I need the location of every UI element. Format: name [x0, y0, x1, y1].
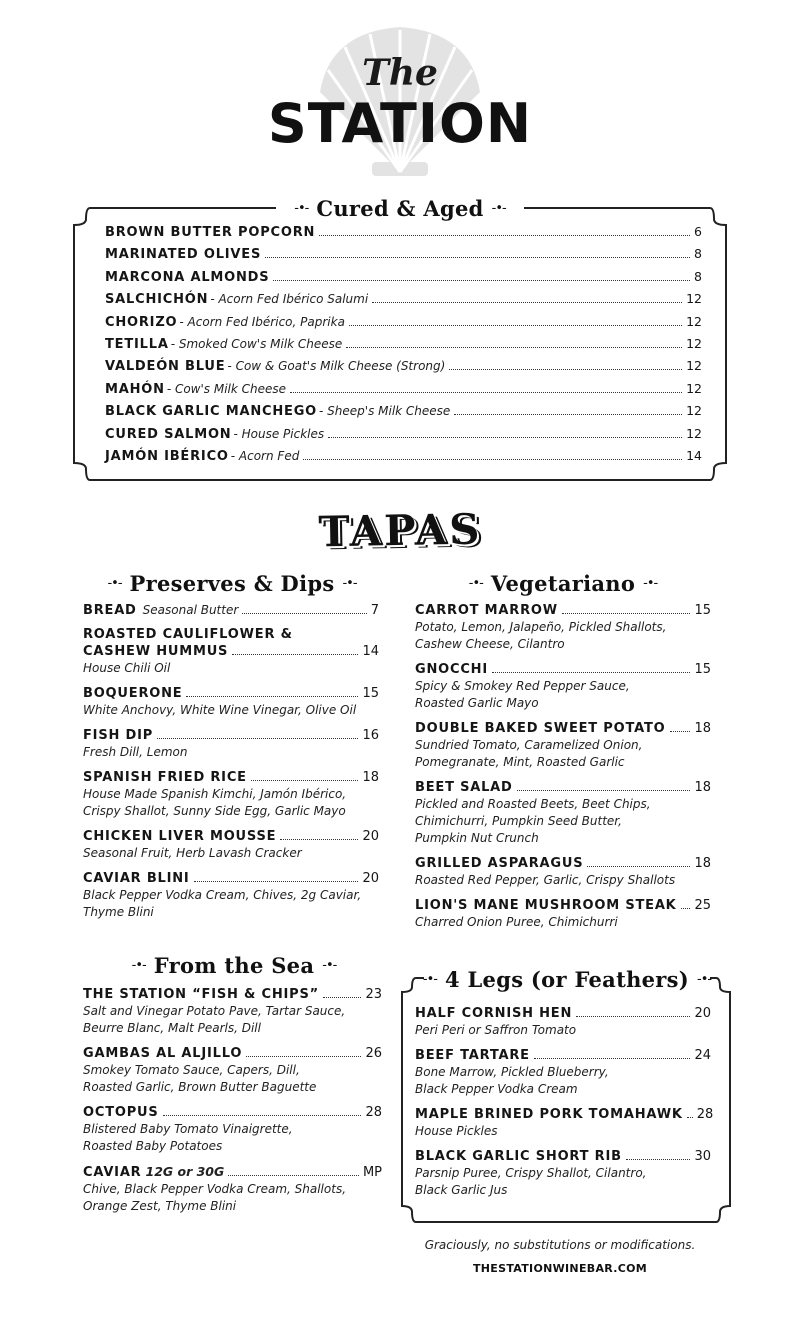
menu-item	[83, 1163, 382, 1215]
item-price: 8	[694, 268, 702, 284]
item-description: Roasted Red Pepper, Garlic, Crispy Shallots	[415, 873, 676, 887]
item-price: 12	[686, 403, 702, 419]
menu-item	[105, 291, 702, 313]
menu-item	[83, 870, 379, 921]
item-price: 12	[686, 335, 702, 351]
menu-item	[83, 828, 379, 862]
item-name: BLACK GARLIC MANCHEGO	[105, 404, 318, 420]
dot-leader	[186, 696, 358, 697]
dot-leader	[517, 790, 691, 791]
item-description: Seasonal Fruit, Herb Lavash Cracker	[83, 846, 302, 860]
item-description: Black Pepper Vodka Cream	[415, 1082, 578, 1096]
item-description: Bone Marrow, Pickled Blueberry,	[415, 1065, 609, 1079]
menu-item	[415, 661, 711, 712]
item-price: 16	[362, 728, 379, 743]
item-name: LION'S MANE MUSHROOM STEAK	[415, 898, 677, 913]
item-price: 15	[362, 686, 379, 701]
item-price: 15	[694, 603, 711, 618]
menu-item	[83, 1045, 382, 1096]
item-name: CASHEW HUMMUS	[83, 644, 229, 659]
item-price: 24	[694, 1048, 711, 1063]
dot-leader	[454, 414, 682, 415]
dot-leader	[232, 654, 358, 655]
dot-leader	[265, 257, 690, 258]
menu-item	[415, 855, 711, 889]
item-price: 20	[362, 871, 379, 886]
item-name: BEEF TARTARE	[415, 1048, 530, 1063]
legs-list	[415, 1005, 714, 1207]
item-price: 14	[686, 447, 702, 463]
menu-item	[105, 403, 702, 425]
dot-leader	[372, 302, 682, 303]
item-price: MP	[362, 1165, 382, 1180]
item-price: 18	[694, 780, 711, 795]
vegetariano-heading	[416, 568, 710, 598]
footer-note: Graciously, no substitutions or modifications.	[424, 1238, 696, 1252]
item-name: CAVIAR	[83, 1165, 142, 1180]
item-price: 28	[365, 1105, 382, 1120]
item-price: 12	[686, 291, 702, 307]
ornament-right-icon: -•-	[491, 200, 506, 216]
item-description: Blistered Baby Tomato Vinaigrette,	[83, 1122, 293, 1136]
sea-title: From the Sea	[153, 952, 315, 978]
preserves-heading	[82, 568, 382, 598]
dot-leader	[449, 369, 682, 370]
menu-item	[415, 1106, 714, 1140]
item-price: 12	[686, 425, 702, 441]
menu-item	[83, 727, 379, 761]
dot-leader	[290, 392, 682, 393]
menu-item	[105, 269, 702, 291]
item-name: BREAD	[83, 603, 137, 618]
item-name: MARINATED OLIVES	[105, 247, 262, 263]
item-name: BROWN BUTTER POPCORN	[105, 225, 316, 240]
dot-leader	[681, 908, 691, 909]
item-price: 12	[686, 380, 702, 396]
dot-leader	[346, 347, 682, 348]
menu-item	[415, 897, 711, 931]
item-description: Chive, Black Pepper Vodka Cream, Shallots,	[83, 1182, 347, 1196]
item-name: MAPLE BRINED PORK TOMAHAWK	[415, 1107, 683, 1122]
preserves-title: Preserves & Dips	[129, 570, 335, 596]
item-description: Crispy Shallot, Sunny Side Egg, Garlic Mayo	[83, 804, 346, 818]
item-name: BOQUERONE	[83, 686, 183, 701]
cured-heading	[276, 193, 524, 223]
item-description: - House Pickles	[233, 426, 325, 441]
item-description: Seasonal Butter	[142, 603, 239, 617]
dot-leader	[328, 437, 682, 438]
item-description: - Acorn Fed Ibérico, Paprika	[179, 314, 345, 329]
dot-leader	[319, 235, 690, 236]
item-name: GNOCCHI	[415, 662, 488, 677]
item-name: SPANISH FRIED RICE	[83, 770, 247, 785]
website-link[interactable]: THESTATIONWINEBAR.COM	[473, 1262, 647, 1275]
item-description: House Chili Oil	[83, 661, 171, 675]
menu-item	[415, 720, 711, 771]
ornament-left-icon: -•-	[131, 957, 146, 973]
dot-leader	[562, 613, 691, 614]
item-name: CAVIAR BLINI	[83, 871, 190, 886]
item-description: Roasted Baby Potatoes	[83, 1139, 223, 1153]
item-price: 23	[365, 987, 382, 1002]
item-price: 20	[362, 829, 379, 844]
menu-item	[415, 1047, 711, 1098]
cured-list	[105, 224, 702, 470]
item-name: ROASTED CAULIFLOWER &	[83, 627, 293, 642]
item-name: GRILLED ASPARAGUS	[415, 856, 584, 871]
dot-leader	[228, 1175, 359, 1176]
menu-item	[105, 358, 702, 380]
item-name: HALF CORNISH HEN	[415, 1006, 573, 1021]
menu-item	[83, 769, 379, 820]
item-description: Roasted Garlic Mayo	[415, 696, 539, 710]
item-description: Smokey Tomato Sauce, Capers, Dill,	[83, 1063, 300, 1077]
item-description: Roasted Garlic, Brown Butter Baguette	[83, 1080, 317, 1094]
dot-leader	[242, 613, 366, 614]
item-name: CHICKEN LIVER MOUSSE	[83, 829, 277, 844]
brand-name: STATION	[267, 92, 533, 155]
dot-leader	[587, 866, 690, 867]
menu-item	[105, 426, 702, 448]
item-price: 26	[365, 1046, 382, 1061]
menu-item	[83, 602, 379, 619]
item-name: BEET SALAD	[415, 780, 513, 795]
item-name: OCTOPUS	[83, 1105, 159, 1120]
item-name: SALCHICHÓN	[105, 292, 209, 308]
item-description: House Pickles	[415, 1124, 498, 1138]
dot-leader	[323, 997, 361, 998]
item-name: GAMBAS AL ALJILLO	[83, 1046, 243, 1061]
dot-leader	[534, 1058, 691, 1059]
item-price: 18	[694, 721, 711, 736]
item-description: - Cow & Goat's Milk Cheese (Strong)	[227, 359, 446, 374]
dot-leader	[157, 738, 358, 739]
item-description: Spicy & Smokey Red Pepper Sauce,	[415, 679, 630, 693]
item-name: BLACK GARLIC SHORT RIB	[415, 1149, 622, 1164]
preserves-list	[83, 602, 379, 929]
menu-item	[83, 1104, 382, 1155]
item-size: 12G or 30G	[145, 1164, 225, 1179]
ornament-right-icon: -•-	[322, 957, 337, 973]
menu-item	[415, 602, 711, 653]
item-description: - Acorn Fed Ibérico Salumi	[210, 292, 369, 307]
dot-leader	[492, 672, 690, 673]
item-description: - Smoked Cow's Milk Cheese	[170, 336, 343, 351]
item-description: - Acorn Fed	[230, 448, 300, 463]
dot-leader	[251, 780, 359, 781]
brand-the: The	[362, 52, 438, 94]
sea-heading	[82, 950, 386, 980]
item-price: 18	[362, 770, 379, 785]
item-price: 30	[694, 1149, 711, 1164]
dot-leader	[194, 881, 359, 882]
item-name: CARROT MARROW	[415, 603, 558, 618]
menu-item	[105, 224, 702, 246]
ornament-left-icon: -•-	[468, 575, 483, 591]
menu-item	[105, 381, 702, 403]
item-price: 18	[694, 856, 711, 871]
item-description: White Anchovy, White Wine Vinegar, Olive Oil	[83, 703, 357, 717]
menu-item	[105, 448, 702, 470]
item-name: JAMÓN IBÉRICO	[105, 448, 229, 464]
item-description: Beurre Blanc, Malt Pearls, Dill	[83, 1021, 261, 1035]
item-name: DOUBLE BAKED SWEET POTATO	[415, 721, 666, 736]
menu-item	[83, 685, 379, 719]
item-price: 8	[694, 246, 702, 262]
item-price: 15	[694, 662, 711, 677]
sea-list	[83, 986, 382, 1223]
dot-leader	[349, 325, 682, 326]
ornament-right-icon: -•-	[342, 575, 357, 591]
cured-title: Cured & Aged	[316, 195, 484, 221]
item-price: 14	[362, 644, 379, 659]
menu-item	[415, 779, 711, 847]
item-description: Charred Onion Puree, Chimichurri	[415, 915, 618, 929]
dot-leader	[280, 839, 358, 840]
menu-item	[83, 627, 379, 677]
item-description: Pumpkin Nut Crunch	[415, 831, 539, 845]
dot-leader	[687, 1117, 693, 1118]
item-description: Cashew Cheese, Cilantro	[415, 637, 565, 651]
menu-item	[105, 336, 702, 358]
item-name: CURED SALMON	[105, 426, 232, 442]
item-description: Chimichurri, Pumpkin Seed Butter,	[415, 814, 622, 828]
item-name: MARCONA ALMONDS	[105, 269, 270, 285]
dot-leader	[670, 731, 691, 732]
item-description: Thyme Blini	[83, 905, 154, 919]
item-name: TETILLA	[105, 336, 169, 352]
item-description: Peri Peri or Saffron Tomato	[415, 1023, 577, 1037]
tapas-title: TAPAS	[318, 504, 482, 557]
dot-leader	[626, 1159, 691, 1160]
item-price: 20	[694, 1006, 711, 1021]
item-name: FISH DIP	[83, 728, 154, 743]
item-description: Pickled and Roasted Beets, Beet Chips,	[415, 797, 651, 811]
dot-leader	[163, 1115, 362, 1116]
item-description: Parsnip Puree, Crispy Shallot, Cilantro,	[415, 1166, 647, 1180]
item-description: Fresh Dill, Lemon	[83, 745, 188, 759]
item-price: 12	[686, 358, 702, 374]
ornament-left-icon: -•-	[107, 575, 122, 591]
item-description: Orange Zest, Thyme Blini	[83, 1199, 237, 1213]
item-description: House Made Spanish Kimchi, Jamón Ibérico,	[83, 787, 347, 801]
legs-heading	[424, 964, 710, 994]
ornament-right-icon: -•-	[643, 575, 658, 591]
item-name: THE STATION “FISH & CHIPS”	[83, 987, 319, 1002]
item-description: Sundried Tomato, Caramelized Onion,	[415, 738, 643, 752]
item-description: Pomegranate, Mint, Roasted Garlic	[415, 755, 625, 769]
dot-leader	[576, 1016, 690, 1017]
menu-item	[105, 246, 702, 268]
item-description: Black Pepper Vodka Cream, Chives, 2g Caviar,	[83, 888, 362, 902]
item-description: Black Garlic Jus	[415, 1183, 508, 1197]
item-price: 12	[686, 313, 702, 329]
item-name: CHORIZO	[105, 314, 178, 330]
ornament-right-icon: -•-	[697, 971, 712, 987]
item-price: 25	[694, 898, 711, 913]
menu-item	[83, 986, 382, 1037]
vegetariano-title: Vegetariano	[490, 570, 636, 596]
item-price: 28	[696, 1107, 714, 1122]
item-price: 7	[370, 603, 379, 618]
menu-item	[105, 314, 702, 336]
dot-leader	[246, 1056, 361, 1057]
dot-leader	[303, 459, 682, 460]
dot-leader	[273, 280, 690, 281]
item-description: - Sheep's Milk Cheese	[319, 404, 451, 419]
item-name: VALDEÓN BLUE	[105, 359, 226, 375]
menu-item	[415, 1005, 711, 1039]
item-price: 6	[694, 224, 702, 239]
item-description: Salt and Vinegar Potato Pave, Tartar Sauce,	[83, 1004, 346, 1018]
ornament-left-icon: -•-	[294, 200, 309, 216]
legs-title: 4 Legs (or Feathers)	[444, 966, 690, 992]
item-description: - Cow's Milk Cheese	[166, 381, 287, 396]
ornament-left-icon: -•-	[422, 971, 437, 987]
item-description: Potato, Lemon, Jalapeño, Pickled Shallots,	[415, 620, 667, 634]
menu-item	[415, 1148, 711, 1199]
item-name: MAHÓN	[105, 381, 165, 397]
vegetariano-list	[415, 602, 711, 939]
